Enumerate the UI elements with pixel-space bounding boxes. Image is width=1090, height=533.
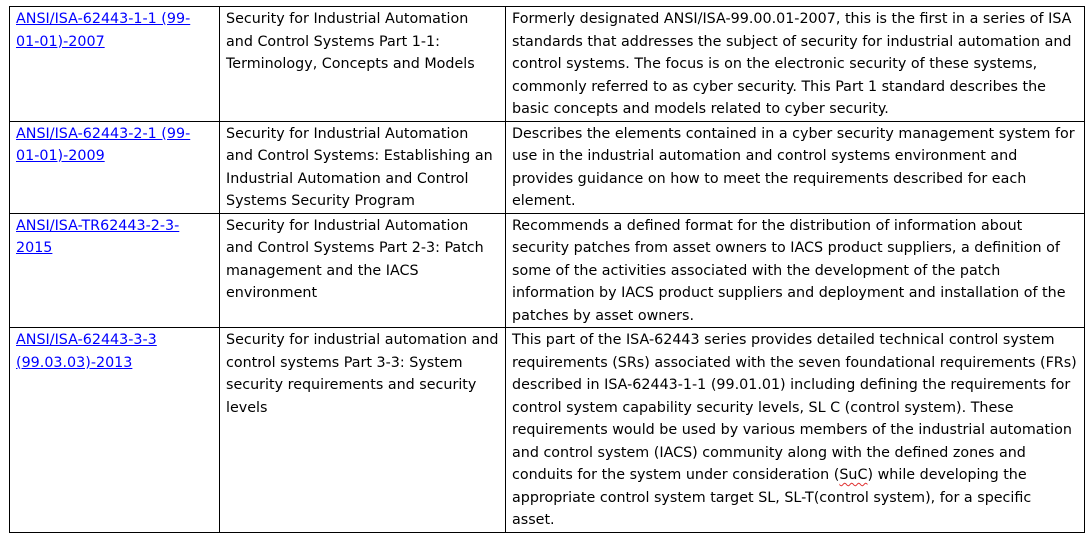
spellcheck-flagged-word: SuC — [839, 467, 868, 483]
standard-link[interactable]: ANSI/ISA-62443-1-1 (99-01-01)-2007 — [16, 11, 191, 50]
standard-link[interactable]: ANSI/ISA-TR62443-2-3-2015 — [16, 217, 180, 256]
standard-title-cell: Security for Industrial Automation and Control Systems Part 2-3: Patch management and the IACS environment — [220, 213, 506, 328]
table-row — [10, 328, 1085, 533]
standard-link[interactable]: ANSI/ISA-62443-3-3 (99.03.03)-2013 — [16, 332, 157, 371]
description-text: ) while developing the appropriate control system target SL, SL-T(control system), for a specific asset. — [512, 467, 1032, 528]
standard-id-cell — [10, 213, 220, 328]
standard-title-cell: Security for Industrial Automation and Control Systems: Establishing an Industrial Automation and Control Systems Security Program — [220, 121, 506, 213]
standard-description-cell: Describes the elements contained in a cyber security management system for use in the industrial automation and control systems environment and provides guidance on how to meet the requirements described for each element. — [506, 121, 1085, 213]
description-text: This part of the ISA-62443 series provides detailed technical control system requirements (SRs) associated with the seven foundational requirements (FRs) described in ISA-62443-1-1 (99.01.01) including defining the requirements for control system capability security levels, SL C (control system). These requirements would be used by various members of the industrial automation and control system (IACS) community along with the defined zones and conduits for the system under consideration ( — [512, 332, 1077, 483]
table-row — [10, 213, 1085, 328]
table-row — [10, 121, 1085, 213]
standard-description-cell: Recommends a defined format for the distribution of information about security patches from asset owners to IACS product suppliers, a definition of some of the activities associated with the development of the patch information by IACS product suppliers and deployment and installation of the patches by asset owners. — [506, 213, 1085, 328]
standard-id-cell — [10, 121, 220, 213]
standard-id-cell — [10, 7, 220, 122]
standard-description-cell: Formerly designated ANSI/ISA-99.00.01-2007, this is the first in a series of ISA standards that addresses the subject of security for industrial automation and control systems. The focus is on the electronic security of these systems, commonly referred to as cyber security. This Part 1 standard describes the basic concepts and models related to cyber security. — [506, 7, 1085, 122]
standard-title-cell: Security for industrial automation and control systems Part 3-3: System security requirements and security levels — [220, 328, 506, 533]
table-row — [10, 7, 1085, 122]
standard-id-cell — [10, 328, 220, 533]
standards-table — [9, 6, 1085, 533]
standard-link[interactable]: ANSI/ISA-62443-2-1 (99-01-01)-2009 — [16, 125, 191, 164]
standard-title-cell: Security for Industrial Automation and Control Systems Part 1-1: Terminology, Concepts and Models — [220, 7, 506, 122]
standard-description-cell — [506, 328, 1085, 533]
